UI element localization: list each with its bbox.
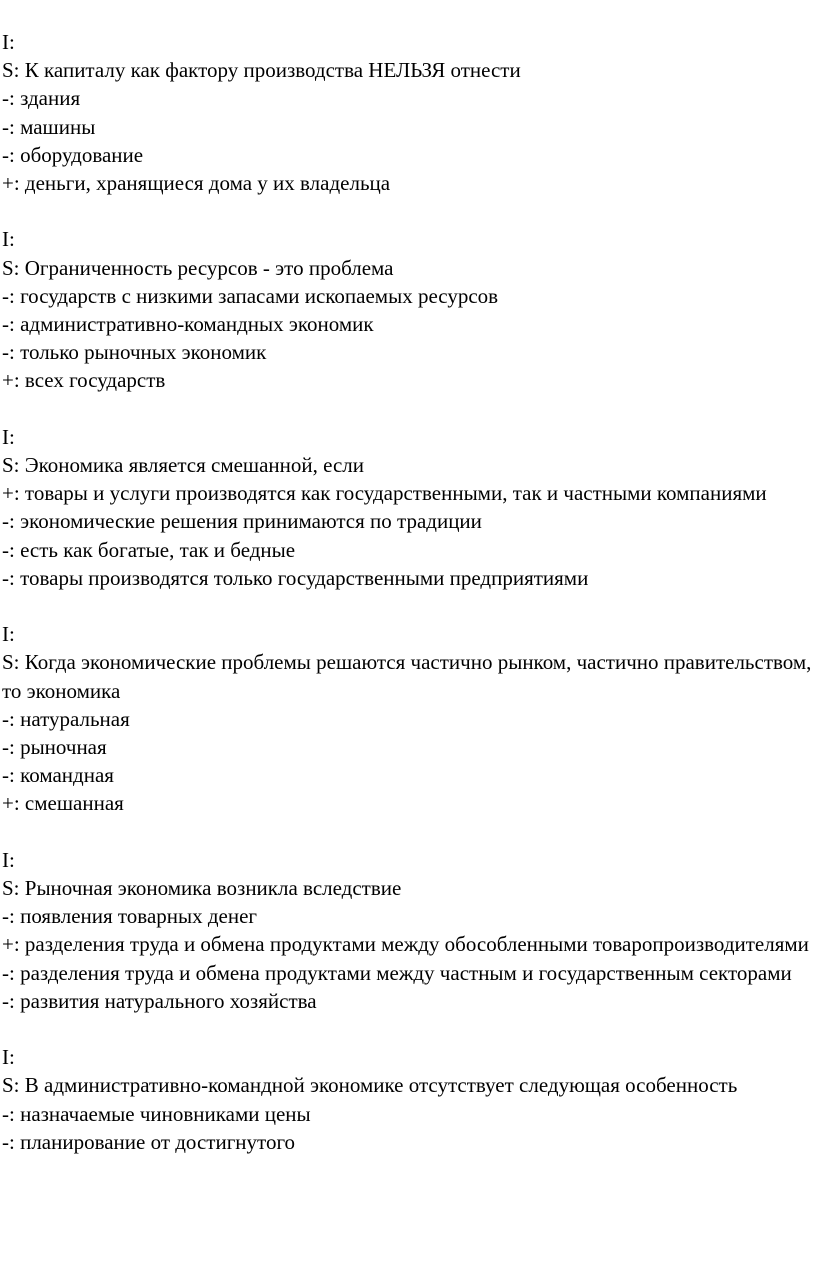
question-marker: I: [2, 227, 15, 252]
answer-option: -: рыночная [2, 735, 107, 760]
answer-option-correct: +: всех государств [2, 368, 166, 393]
answer-option: -: машины [2, 114, 96, 139]
question-block [2, 1043, 814, 1156]
answer-option: -: государств с низкими запасами ископаемых ресурсов [2, 283, 499, 308]
question-marker: I: [2, 30, 15, 54]
question-block [2, 620, 814, 817]
question-block [2, 423, 814, 592]
question-text: S: Ограниченность ресурсов - это проблема [2, 255, 394, 280]
question-block [2, 28, 814, 197]
question-marker: I: [2, 622, 15, 647]
answer-option: -: назначаемые чиновниками цены [2, 1101, 311, 1126]
answer-option: -: развития натурального хозяйства [2, 988, 317, 1013]
answer-option: -: оборудование [2, 142, 144, 167]
question-block [2, 846, 814, 1015]
answer-option: -: есть как богатые, так и бедные [2, 537, 296, 562]
answer-option-correct: +: смешанная [2, 791, 124, 816]
question-marker: I: [2, 1045, 15, 1070]
question-marker: I: [2, 847, 15, 872]
question-marker: I: [2, 424, 15, 449]
answer-option: -: натуральная [2, 706, 130, 731]
answer-option: -: только рыночных экономик [2, 340, 267, 365]
test-document [2, 28, 814, 1184]
answer-option: -: административно-командных экономик [2, 312, 374, 337]
answer-option: -: экономические решения принимаются по традиции [2, 509, 482, 534]
answer-option: -: планирование от достигнутого [2, 1129, 296, 1154]
answer-option: -: товары производятся только государственными предприятиями [2, 565, 589, 590]
answer-option-correct: +: деньги, хранящиеся дома у их владельца [2, 171, 391, 196]
question-block [2, 225, 814, 394]
question-text: S: Экономика является смешанной, если [2, 453, 365, 478]
answer-option: -: появления товарных денег [2, 904, 258, 929]
answer-option-correct: +: товары и услуги производятся как государственными, так и частными компаниями [2, 481, 767, 506]
question-text: S: К капиталу как фактору производства НЕЛЬЗЯ отнести [2, 58, 521, 83]
answer-option-correct: +: разделения труда и обмена продуктами между обособленными товаропроизводителями [2, 932, 809, 957]
question-text: S: Когда экономические проблемы решаются частично рынком, частично правительством, то экономика [2, 650, 812, 703]
question-text: S: Рыночная экономика возникла вследствие [2, 876, 402, 901]
answer-option: -: командная [2, 763, 114, 788]
answer-option: -: разделения труда и обмена продуктами между частным и государственным секторами [2, 960, 792, 985]
question-text: S: В административно-командной экономике отсутствует следующая особенность [2, 1073, 738, 1098]
answer-option: -: здания [2, 86, 81, 111]
